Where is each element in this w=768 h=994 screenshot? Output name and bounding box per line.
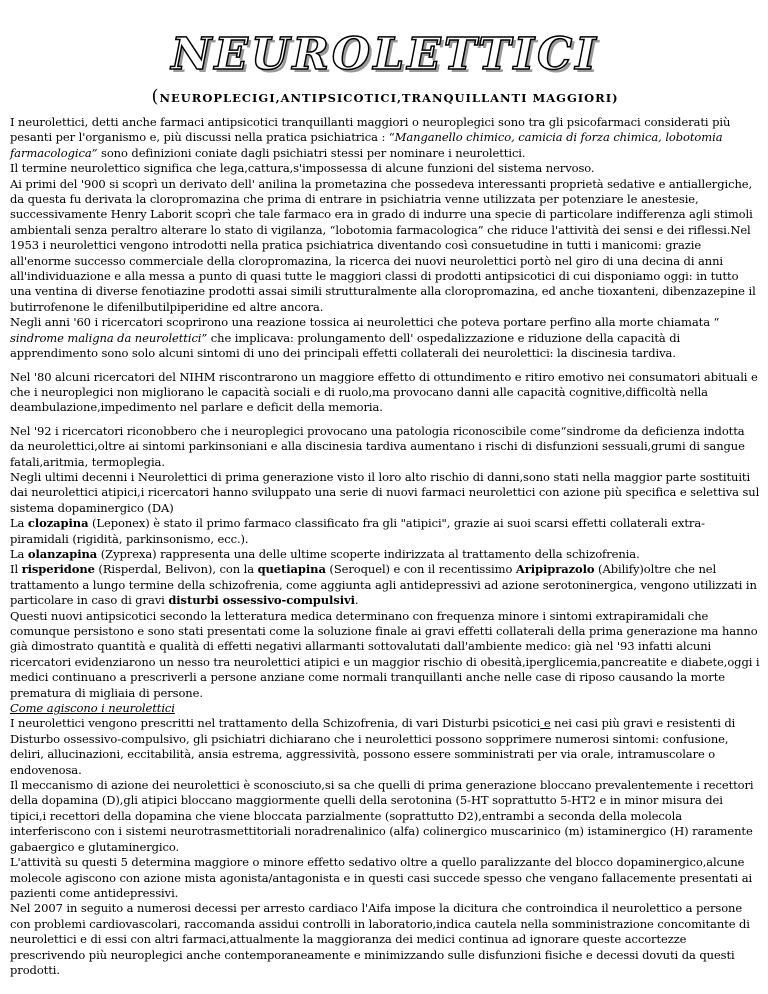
paragraph: Nel 2007 in seguito a numerosi decessi per arresto cardiaco l'Aifa impose la dicitura che controindica il neurolettico a persone con problemi cardiovascolari, raccomanda assidui controlli in laboratorio,indica cautela nella somministrazione concomitante di neurolettici e di essi con altri farmaci,attualmente la maggioranza dei medici continua ad ignorare queste accortezze prescrivendo più neuroplegici anche contemporaneamente e minimizzando sulle disfunzioni fisiche e decessi dovuti da questi prodotti.	[10, 901, 750, 977]
text-run: (Risperdal, Belivon), con la	[94, 562, 258, 577]
paragraph	[10, 562, 760, 608]
paragraph	[10, 716, 760, 778]
paragraph: Questi nuovi antipsicotici secondo la letteratura medica determinano con frequenza minore i sintomi extrapiramidali che comunque persistono e sono stati presentati come la soluzione finale ai gravi effetti collaterali della prima generazione ma hanno già dimostrato quantità e qualità di effetti negativi allarmanti sottovalutati dall'ambiente medico: già nel '93 infatti alcuni ricercatori evidenziarono un nesso tra neurolettici atipici e un maggior rischio di obesità,iperglicemia,pancreatite e diabete,oggi i medici continuano a prescriverli a persone anziane come normali tranquillanti anche nelle case di riposo causando la morte prematura di migliaia di persone.	[10, 608, 760, 700]
paragraph	[10, 516, 760, 547]
text-run: .	[354, 593, 359, 608]
text-run: La	[10, 516, 28, 531]
page-subtitle	[10, 88, 760, 107]
text-run: (Zyprexa) rappresenta una delle ultime scoperte indirizzata al trattamento della schizofrenia.	[97, 546, 640, 561]
text-run: I neurolettici, detti anche farmaci antipsicotici tranquillanti maggiori o neuroplegici sono tra gli psicofarmaci considerati più pesanti per l'organismo e, più discussi nella pratica psichiatrica : “	[10, 115, 731, 145]
text-run: e	[540, 716, 551, 731]
text-run: Il	[10, 562, 22, 577]
section-heading: Come agiscono i neurolettici	[10, 701, 175, 716]
text-run: che implicava: prolungamento dell' ospedalizzazione e riduzione della capacità di apprendimento sono solo alcuni sintomi di uno dei principali effetti collaterali dei neurolettici: la discinesia tardiva.	[10, 330, 681, 361]
paragraph: Negli ultimi decenni i Neurolettici di prima generazione visto il loro alto rischio di danni,sono stati nella maggior parte sostituiti dai neurolettici atipici,i ricercatori hanno sviluppato una serie di nuovi farmaci neurolettici con azione più specifica e selettiva sul sistema dopaminergico (DA)	[10, 469, 760, 515]
text-run: sono definizioni coniate dagli psichiatri stessi per nominare i neurolettici.	[97, 145, 526, 160]
drug-name-risperidone: risperidone	[21, 562, 95, 577]
paragraph: Il termine neurolettico significa che lega,cattura,s'impossessa di alcune funzioni del sistema nervoso.	[10, 161, 595, 176]
bold-text: disturbi ossessivo-compulsivi	[168, 593, 355, 608]
paragraph	[10, 701, 760, 716]
paragraph-gap	[10, 362, 760, 370]
paragraph	[10, 315, 760, 361]
paragraph: Il meccanismo di azione dei neurolettici è sconosciuto,si sa che quelli di prima generazione bloccano prevalentemente i recettori della dopamina (D),gli atipici bloccano maggiormente quelli della serotonina (5-HT soprattutto 5-HT2 e in minor misura dei tipici,i recettori della dopamina che viene bloccata parzialmente (soprattutto D2),entrambi a seconda della molecola interferiscono con i sistemi neurotrasmettitoriali noradrenalinico (alfa) colinergico muscarinico (m) istaminergico (H) raramente gabaergico e glutaminergico.	[10, 778, 754, 854]
document-page	[10, 30, 760, 978]
paragraph: Nel '92 i ricercatori riconobbero che i neuroplegici provocano una patologia riconoscibile come“sindrome da deficienza indotta da neurolettici,oltre ai sintomi parkinsoniani e alla discinesia tardiva aumentano i rischi di disfunzioni sessuali,grumi di sangue fatali,aritmia, termoplegia.	[10, 423, 745, 469]
drug-name-clozapina: clozapina	[27, 516, 89, 531]
paragraph: Ai primi del '900 si scoprì un derivato dell' anilina la prometazina che possedeva interessanti proprietà sedative e antiallergiche, da questa fu derivata la cloropromazina che prima di entrare in psichiatria venne utilizzata per potenziare le anestesie, successivamente Henry Laborit scoprì che tale farmaco era in grado di indurre una specie di particolare indifferenza agli stimoli ambientali senza peraltro alterare lo stato di vigilanza, “lobotomia farmacologica” che riduce l'attività dei sensi e dei riflessi.Nel 1953 i neurolettici vengono introdotti nella pratica psichiatrica diventando così consuetudine in tutti i manicomi: grazie all'enorme successo commerciale della cloropromazina, la ricerca dei nuovi neurolettici portò nel giro di una decina di anni all'individuazione e alla messa a punto di quasi tutte le maggiori classi di prodotti antipsicotici di cui disponiamo oggi: in tutto una ventina di diverse fenotiazine prodotti assai simili strutturalmente alla cloropromazina, ed anche tioxanteni, dibenzazepine il butirrofenone le difenilbutilpiperidine ed altre ancora.	[10, 176, 756, 314]
paragraph: Nel '80 alcuni ricercatori del NIHM riscontrarono un maggiore effetto di ottundimento e ritiro emotivo nei consumatori abituali e che i neuroplegici non migliorano le capacità sociali e di ruolo,ma provocano danni alle capacità cognitive,difficoltà nella deambulazione,impedimento nel parlare e deficit della memoria.	[10, 369, 758, 415]
text-run: (Leponex) è stato il primo farmaco classificato fra gli "atipici", grazie ai suoi scarsi effetti collaterali extra-piramidali (rigidità, parkinsonismo, ecc.).	[10, 516, 705, 546]
paragraph: L'attività su questi 5 determina maggiore o minore effetto sedativo oltre a quello paralizzante del blocco dopaminergico,alcune molecole agiscono con azione mista agonista/antagonista e in questi casi succede spesso che vengano fallacemente presentati ai pazienti come antidepressivi.	[10, 855, 753, 900]
paragraph	[10, 547, 760, 562]
subtitle-text: NEUROPLECIGI,ANTIPSICOTICI,TRANQUILLANTI MAGGIORI)	[159, 91, 619, 105]
text-run: Negli anni '60 i ricercatori scoprirono una reazione tossica ai neurolettici che poteva portare perfino alla morte chiamata “	[10, 315, 720, 330]
drug-name-quetiapina: quetiapina	[257, 562, 326, 577]
italic-text: sindrome maligna da neurolettici”	[10, 330, 208, 345]
paragraph-gap	[10, 416, 760, 424]
paragraph	[10, 115, 760, 161]
text-run: (Seroquel) e con il recentissimo	[325, 562, 516, 577]
text-run: La	[10, 546, 28, 561]
subtitle-open-paren: (	[151, 86, 160, 107]
text-run: (Abilify)oltre che nel trattamento a lungo termine della schizofrenia, come aggiunta agli antidepressivi ad azione serotoninergica, vengono utilizzati in particolare in caso di gravi	[10, 562, 757, 608]
drug-name-olanzapina: olanzapina	[27, 546, 98, 561]
drug-name-aripiprazolo: Aripiprazolo	[515, 562, 595, 577]
text-run: nei casi più gravi e resistenti di Disturbo ossessivo-compulsivo, gli psichiatri dichiarano che i neurolettici possono sopprimere numerosi sintomi: confusione, deliri, allucinazioni, eccitabilità, ansia estrema, aggressività, possono essere somministrati per via orale, intramuscolare o endovenosa.	[10, 716, 736, 777]
text-run: I neurolettici vengono prescritti nel trattamento della Schizofrenia, di vari Disturbi psicotici	[10, 716, 541, 731]
italic-text: Manganello chimico, camicia di forza chimica, lobotomia farmacologica”	[10, 130, 723, 160]
page-title: NEUROLETTICI	[171, 29, 599, 80]
document-body	[10, 115, 760, 978]
